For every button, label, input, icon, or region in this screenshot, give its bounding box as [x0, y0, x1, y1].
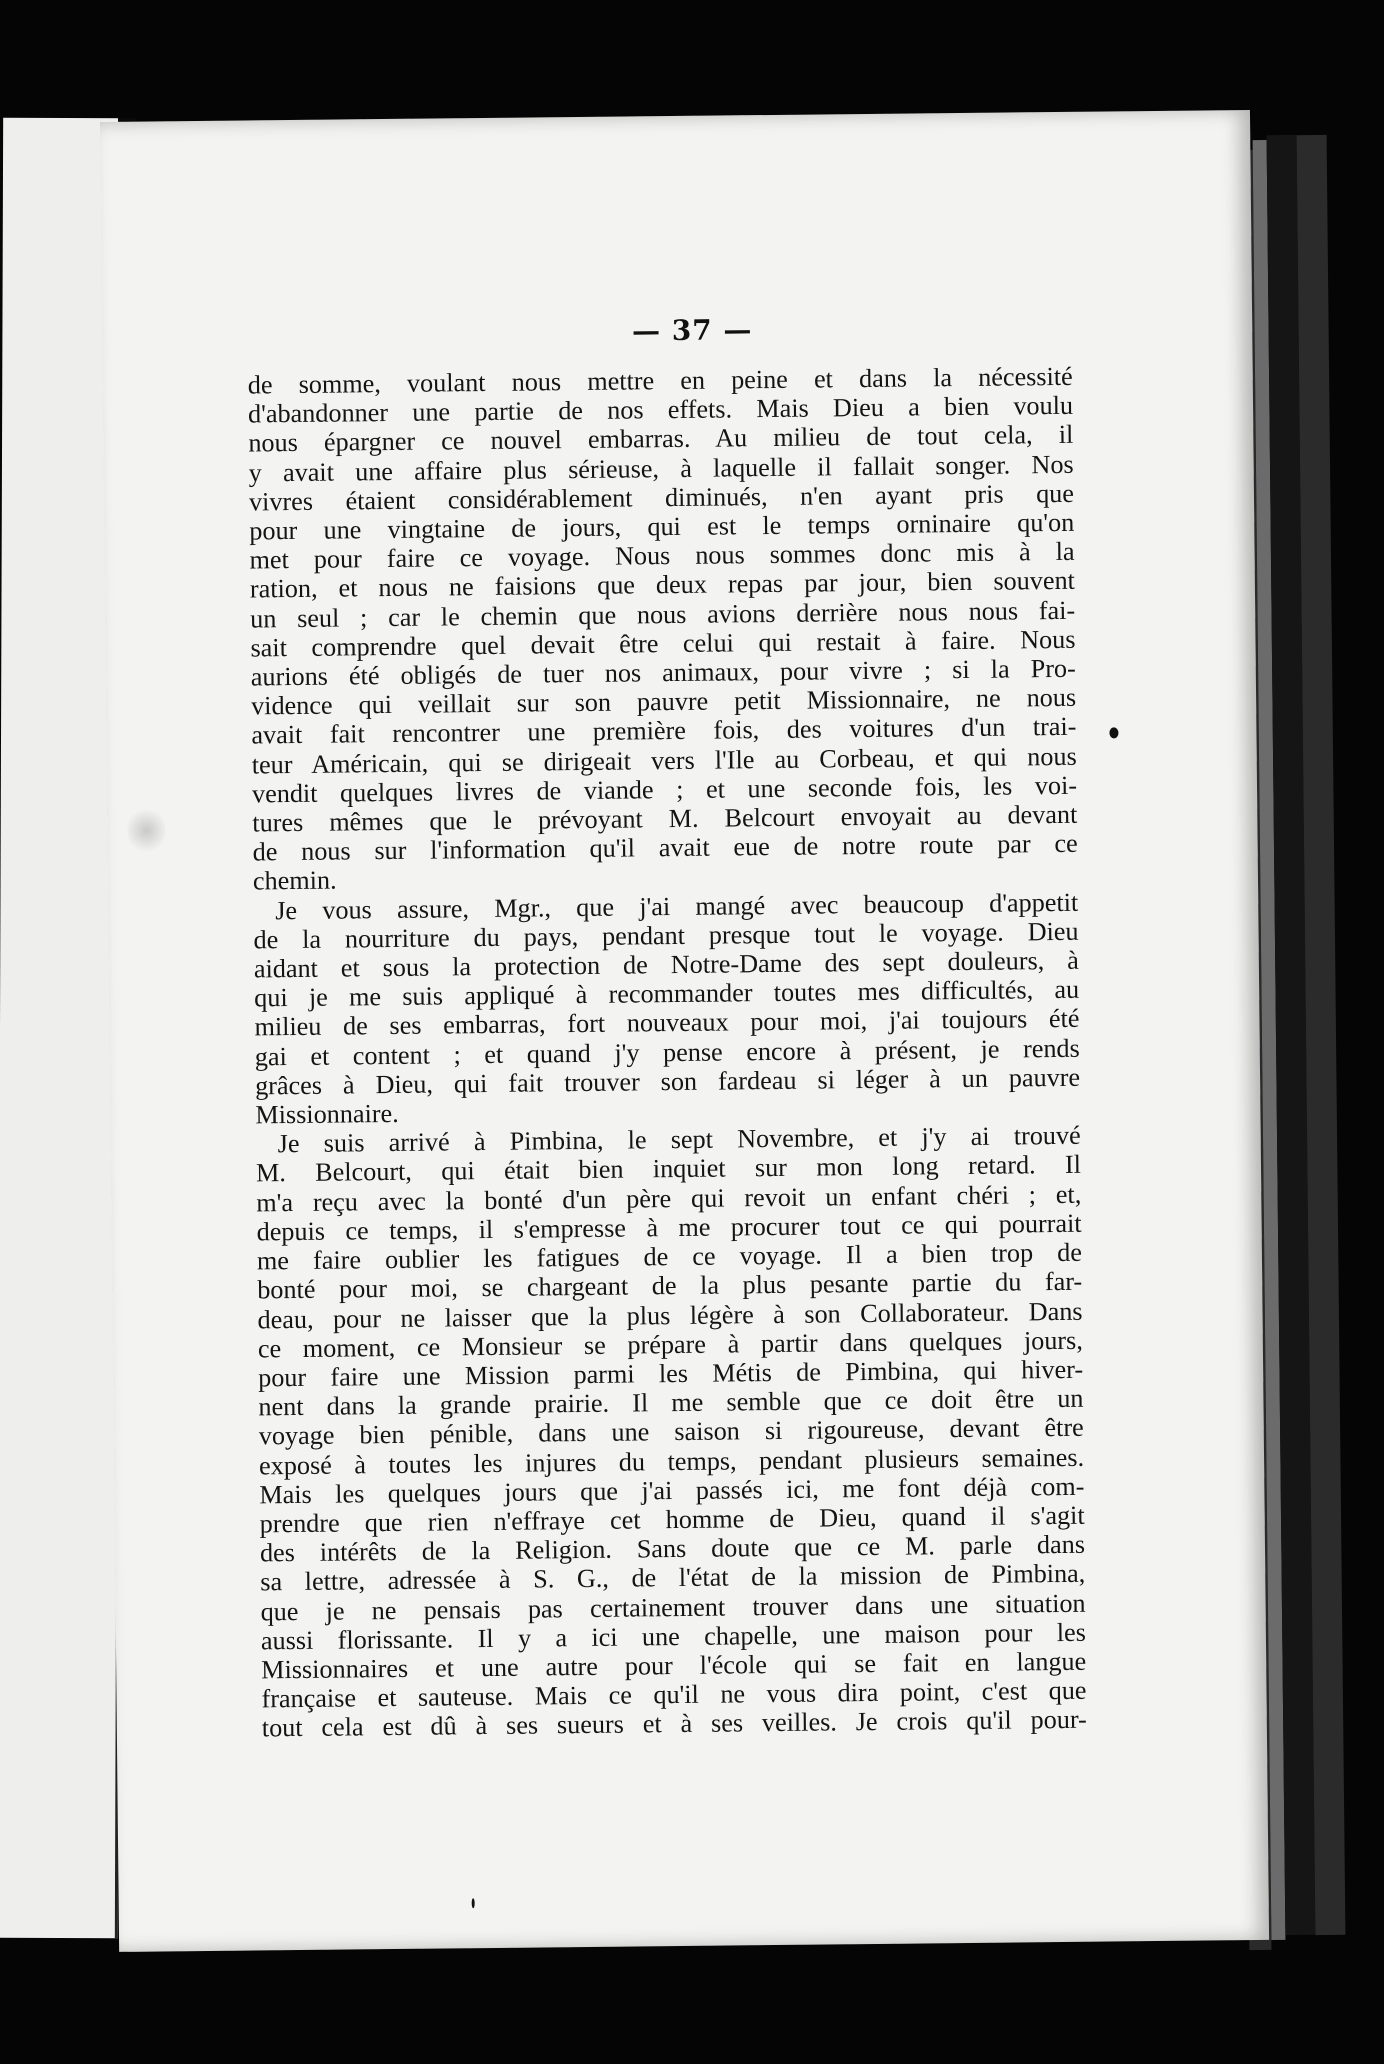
text-line: chemin.	[252, 866, 337, 896]
text-line: sait comprendre quel devait être celui qui restait à faire. Nous	[250, 624, 1076, 663]
text-line: nent dans la grande prairie. Il me semble que ce doit être un	[258, 1383, 1084, 1422]
text-line: m'a reçu avec la bonté d'un père qui revoit un enfant chéri ; et,	[256, 1179, 1082, 1218]
text-line: avait fait rencontrer une première fois, des voitures d'un trai-	[251, 712, 1077, 750]
text-line: Mais les quelques jours que j'ai passés ici, me font déjà com-	[259, 1471, 1085, 1510]
text-line: tout cela est dû à ses sueurs et à ses veilles. Je crois qu'il pour-	[261, 1705, 1087, 1743]
text-line: prendre que rien n'effraye cet homme de Dieu, quand il s'agit	[259, 1500, 1085, 1539]
text-line: vivres étaient considérablement diminués, n'en ayant pris que	[248, 478, 1075, 517]
text-line: Missionnaires et une autre pour l'école qui se fait en langue	[261, 1646, 1087, 1685]
text-line: M. Belcourt, qui était bien inquiet sur mon long retard. Il	[255, 1150, 1082, 1188]
page-body-text	[248, 362, 1087, 1743]
text-line: exposé à toutes les injures du temps, pendant plusieurs semaines.	[258, 1442, 1085, 1480]
text-line: sa lettre, adressée à S. G., de l'état de la mission de Pimbina,	[260, 1559, 1086, 1597]
text-line: bonté pour moi, se chargeant de la plus pesante partie du far-	[257, 1267, 1083, 1305]
text-line: Je vous assure, Mgr., que j'ai mangé avec beaucoup d'appetit	[275, 887, 1079, 925]
text-line: Missionnaire.	[255, 1099, 399, 1130]
text-line: qui je me suis appliqué à recommander toutes mes difficultés, au	[254, 975, 1080, 1013]
text-line: depuis ce temps, il s'empresse à me procurer tout ce qui pourrait	[256, 1208, 1082, 1247]
text-line: Je suis arrivé à Pimbina, le sept Novembre, et j'y ai trouvé	[277, 1121, 1081, 1159]
text-line: deau, pour ne laisser que la plus légère à son Collaborateur. Dans	[257, 1296, 1083, 1334]
text-line: d'abandonner une partie de nos effets. Mais Dieu a bien voulu	[247, 391, 1074, 429]
text-line: me faire oublier les fatigues de ce voyage. Il a bien trop de	[256, 1237, 1083, 1276]
text-line: met pour faire ce voyage. Nous nous sommes donc mis à la	[249, 537, 1075, 575]
ink-spot	[472, 1898, 475, 1908]
text-line: pour une vingtaine de jours, qui est le temps orninaire qu'on	[249, 507, 1075, 546]
text-line: milieu de ses embarras, fort nouveaux pour moi, j'ai toujours été	[254, 1004, 1080, 1042]
text-line: teur Américain, qui se dirigeait vers l'Ile au Corbeau, et qui nous	[251, 741, 1077, 780]
book-page	[100, 110, 1269, 1952]
text-line: nous épargner ce nouvel embarras. Au milieu de tout cela, il	[248, 420, 1074, 458]
text-line: aidant et sous la protection de Notre-Dame des sept douleurs, à	[253, 945, 1079, 984]
text-line: un seul ; car le chemin que nous avions derrière nous nous fai-	[250, 595, 1076, 634]
text-line: tures mêmes que le prévoyant M. Belcourt envoyait au devant	[252, 799, 1078, 838]
text-line: de nous sur l'information qu'il avait eue de notre route par ce	[252, 829, 1078, 867]
text-line: des intérêts de la Religion. Sans doute que ce M. parle dans	[259, 1529, 1086, 1568]
page-smudge	[127, 806, 166, 854]
text-line: voyage bien pénible, dans une saison si rigoureuse, devant être	[258, 1413, 1084, 1451]
page-number: — 37 —	[631, 313, 753, 348]
text-line: française et sauteuse. Mais ce qu'il ne vous dira point, c'est que	[261, 1675, 1087, 1714]
text-line: aussi florissante. Il y a ici une chapelle, une maison pour les	[260, 1617, 1087, 1656]
text-line: vendit quelques livres de viande ; et une seconde fois, les voi-	[251, 770, 1078, 809]
text-line: que je ne pensais pas certainement trouver dans une situation	[260, 1588, 1086, 1626]
text-line: aurions été obligés de tuer nos animaux, pour vivre ; si la Pro-	[250, 653, 1076, 692]
text-line: pour faire une Mission parmi les Métis de Pimbina, qui hiver-	[258, 1354, 1084, 1393]
text-line: ce moment, ce Monsieur se prépare à partir dans quelques jours,	[257, 1325, 1083, 1364]
text-line: y avait une affaire plus sérieuse, à laquelle il fallait songer. Nos	[248, 449, 1074, 488]
text-line: ration, et nous ne faisions que deux repas par jour, bien souvent	[249, 566, 1076, 604]
ink-spot	[1109, 727, 1118, 738]
text-line: de somme, voulant nous mettre en peine et dans la nécessité	[247, 361, 1073, 400]
text-line: gai et content ; et quand j'y pense encore à présent, je rends	[254, 1033, 1080, 1072]
text-line: de la nourriture du pays, pendant presque tout le voyage. Dieu	[253, 916, 1079, 955]
text-line: grâces à Dieu, qui fait trouver son fardeau si léger à un pauvre	[254, 1062, 1081, 1101]
text-line: vidence qui veillait sur son pauvre petit Missionnaire, ne nous	[250, 683, 1077, 721]
